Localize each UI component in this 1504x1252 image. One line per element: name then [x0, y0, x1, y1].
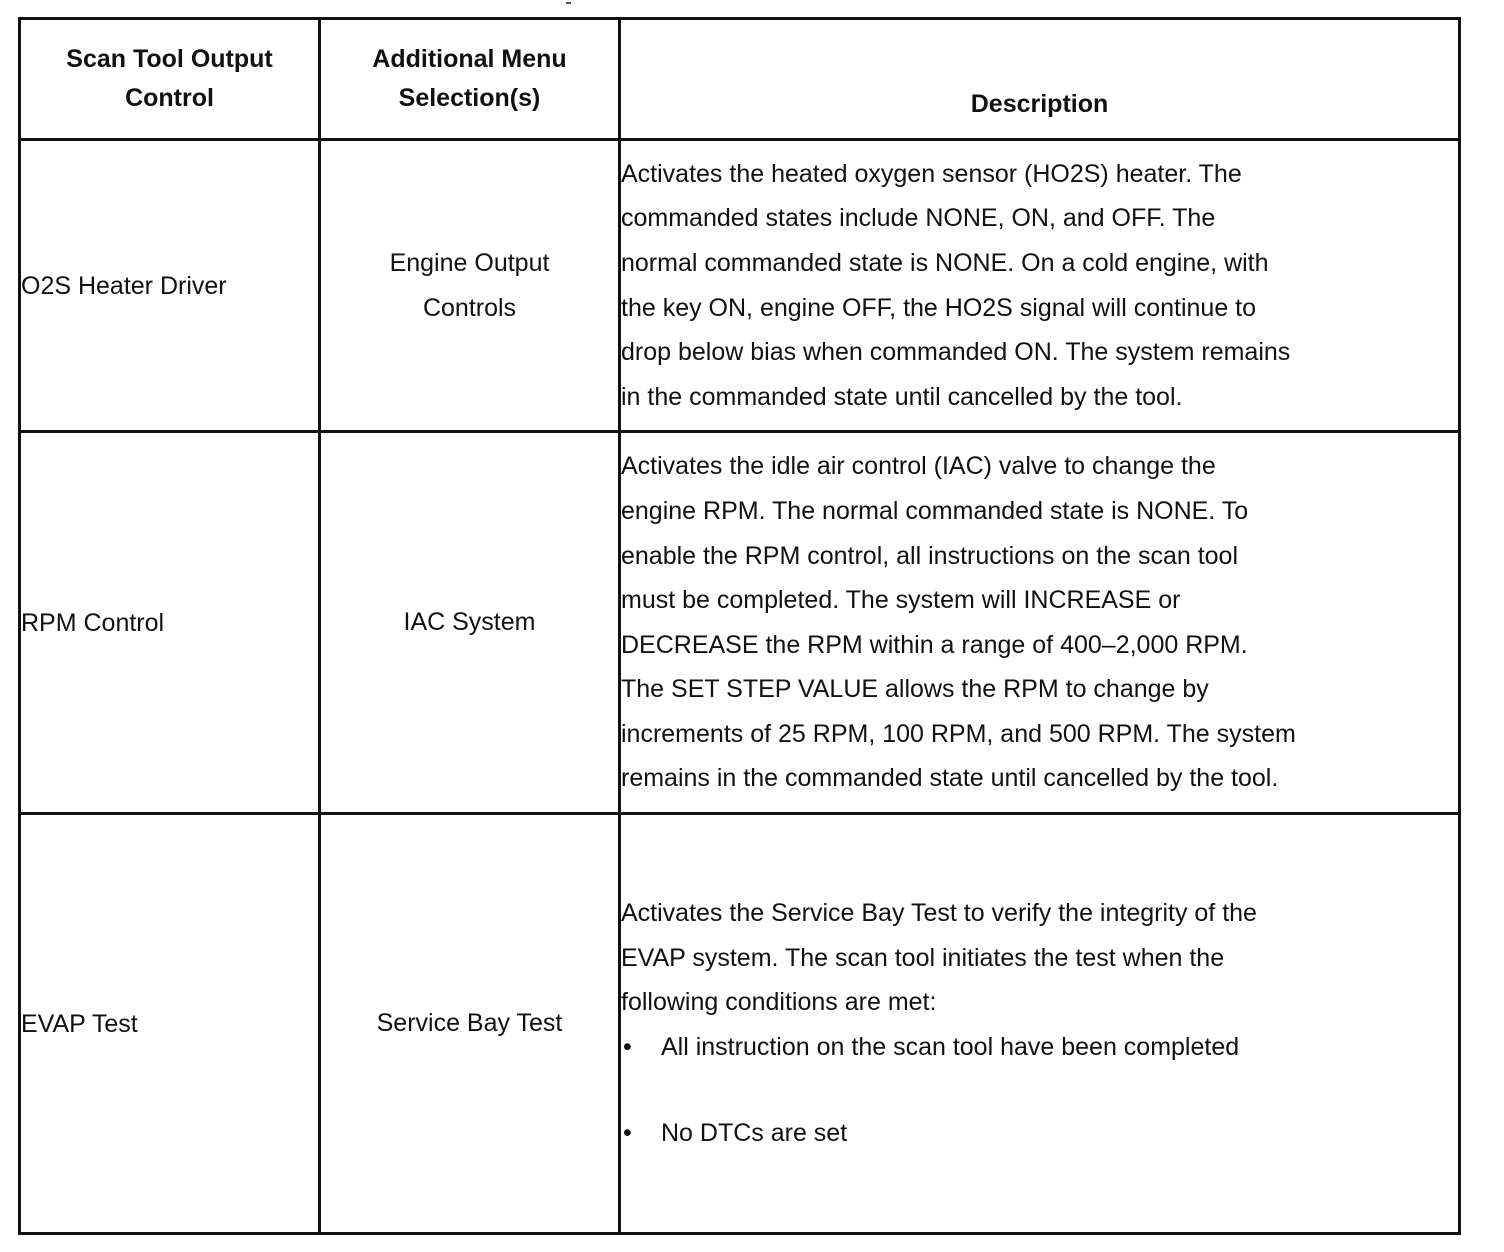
description-line: drop below bias when commanded ON. The system remains [621, 338, 1291, 367]
header-additional-menu-selections: Additional Menu Selection(s) [320, 19, 620, 140]
output-control-cell: O2S Heater Driver [20, 140, 320, 432]
output-controls-table [18, 17, 1461, 1235]
bullet-spacer [621, 1069, 1458, 1111]
table-row [20, 814, 1460, 1234]
description-cell [620, 140, 1460, 432]
output-control-cell: RPM Control [20, 432, 320, 814]
description-line: Activates the idle air control (IAC) valve to change the [621, 452, 1216, 481]
table-row [20, 432, 1460, 814]
menu-selection-text: Engine Output Controls [389, 248, 550, 322]
description-line: in the commanded state until cancelled by the tool. [621, 382, 1183, 411]
description-line: normal commanded state is NONE. On a cold engine, with [621, 249, 1269, 278]
bullet-item [621, 1025, 1458, 1070]
description-line: EVAP system. The scan tool initiates the test when the [621, 943, 1225, 972]
table-row [20, 140, 1460, 432]
bullet-text: No DTCs are set [661, 1119, 848, 1148]
top-edge-mark [566, 2, 571, 4]
description-line: commanded states include NONE, ON, and OFF. The [621, 204, 1216, 233]
description-line: Activates the heated oxygen sensor (HO2S) heater. The [621, 159, 1242, 188]
description-cell [620, 814, 1460, 1234]
description-line: Activates the Service Bay Test to verify the integrity of the [621, 899, 1257, 928]
description-line: the key ON, engine OFF, the HO2S signal will continue to [621, 293, 1257, 322]
description-line: DECREASE the RPM within a range of 400–2,000 RPM. [621, 630, 1248, 659]
description-line: engine RPM. The normal commanded state is NONE. To [621, 496, 1249, 525]
header-scan-tool-output-control: Scan Tool Output Control [20, 19, 320, 140]
description-line: must be completed. The system will INCREASE or [621, 586, 1181, 615]
menu-selection-cell: Service Bay Test [320, 814, 620, 1234]
output-control-cell: EVAP Test [20, 814, 320, 1234]
table-header-row [20, 19, 1460, 140]
menu-selection-cell: IAC System [320, 432, 620, 814]
description-line: enable the RPM control, all instructions on the scan tool [621, 541, 1239, 570]
bullet-dot: • [623, 1032, 632, 1061]
bullet-item [621, 1111, 1458, 1156]
header-description: Description [620, 19, 1460, 140]
bullet-text: All instruction on the scan tool have been completed [661, 1032, 1240, 1061]
description-line: following conditions are met: [621, 988, 937, 1017]
description-cell [620, 432, 1460, 814]
description-line: increments of 25 RPM, 100 RPM, and 500 RPM. The system [621, 719, 1296, 748]
bullet-dot: • [623, 1119, 632, 1148]
description-line: The SET STEP VALUE allows the RPM to change by [621, 675, 1209, 704]
menu-selection-cell [320, 140, 620, 432]
description-line: remains in the commanded state until cancelled by the tool. [621, 764, 1279, 793]
